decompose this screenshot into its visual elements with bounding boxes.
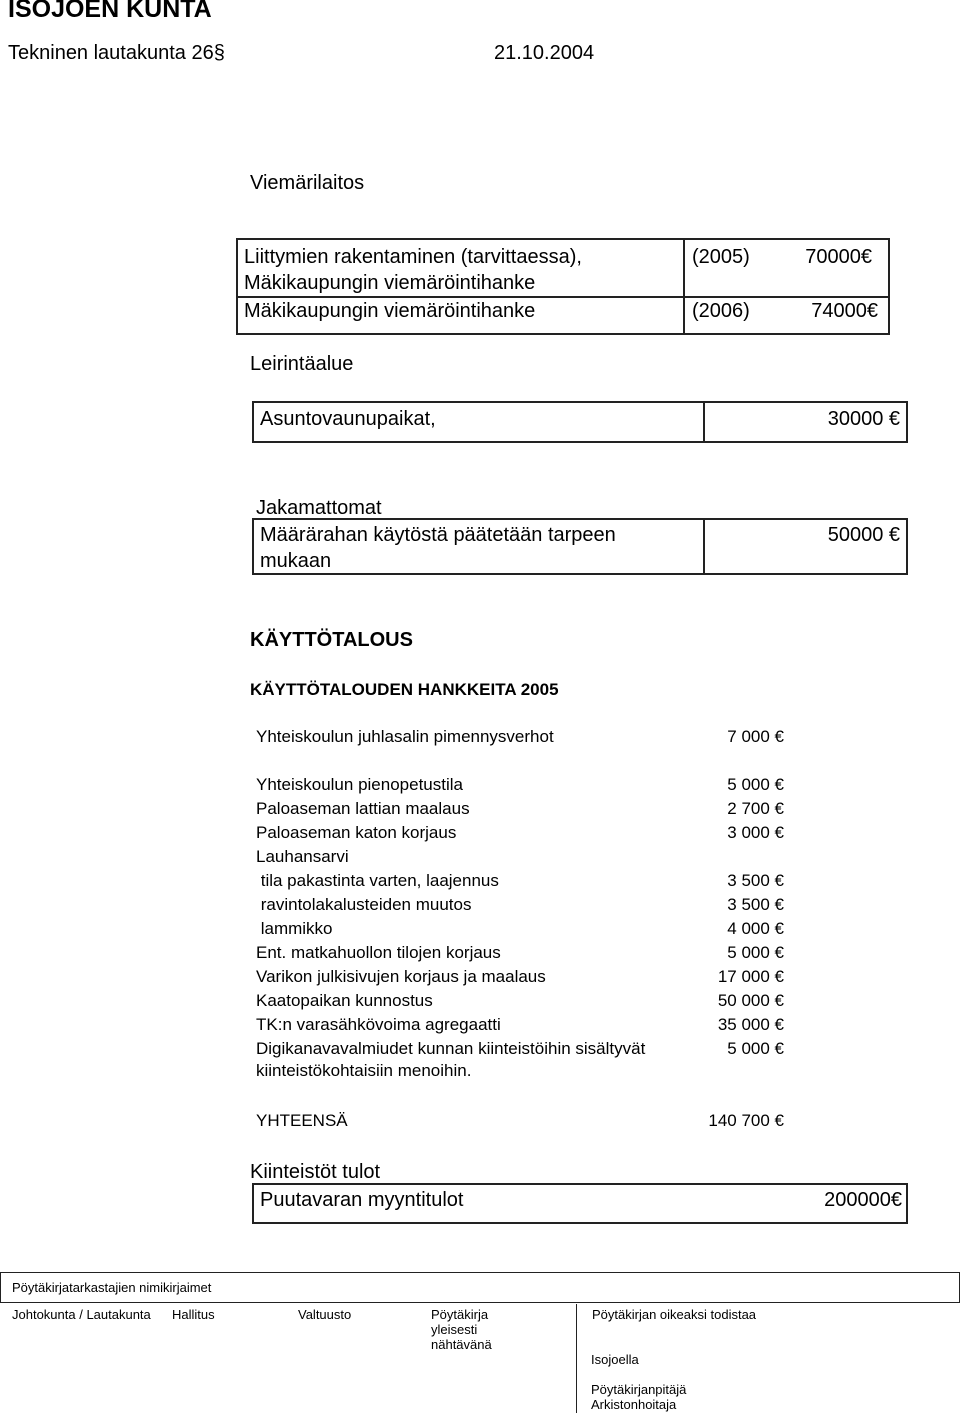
footer-board-label: Johtokunta / Lautakunta (12, 1307, 151, 1322)
footer-council-label: Valtuusto (298, 1307, 352, 1322)
footer-archivist-label: Arkistonhoitaja (591, 1397, 677, 1412)
operating-item-label: Ent. matkahuollon tilojen korjaus (256, 943, 501, 962)
operating-item-label: Yhteiskoulun juhlasalin pimennysverhot (256, 727, 554, 746)
operating-total-label: YHTEENSÄ (256, 1111, 348, 1130)
paragraph-mark: § (213, 42, 225, 64)
operating-item-label: Paloaseman lattian maalaus (256, 799, 470, 818)
sewer-row-1-year: (2005) (692, 246, 750, 268)
operating-item-amount: 50 000 € (717, 991, 784, 1010)
undivided-title: Jakamattomat (256, 497, 382, 519)
property-amount: 200000€ (824, 1189, 902, 1211)
sewer-row-1-amount: 70000€ (805, 246, 872, 268)
operating-item-label: TK:n varasähkövoima agregaatti (256, 1015, 501, 1034)
operating-item-amount: 2 700 € (727, 799, 784, 818)
sewer-row-1-line-2: Mäkikaupungin viemäröintihanke (244, 272, 536, 294)
operating-item-label: Kaatopaikan kunnostus (256, 991, 433, 1010)
sewer-row-2-amount: 74000€ (811, 300, 878, 322)
property-label: Puutavaran myyntitulot (260, 1189, 464, 1211)
operating-item-amount: 3 500 € (727, 871, 784, 890)
operating-total-amount: 140 700 € (708, 1111, 784, 1130)
undivided-amount: 50000 € (827, 524, 900, 546)
sewer-table-divider (683, 238, 685, 335)
operating-item-amount: 35 000 € (717, 1015, 784, 1034)
organization-name: ISOJOEN KUNTA (8, 0, 212, 23)
footer-public-line-3: nähtävänä (431, 1337, 492, 1352)
operating-item-label: Digikanavavalmiudet kunnan kiinteistöihin sisältyvät (256, 1039, 646, 1058)
operating-item-amount: 3 000 € (727, 823, 784, 842)
operating-item-amount: 4 000 € (727, 919, 784, 938)
operating-item-label: Varikon julkisivujen korjaus ja maalaus (256, 967, 546, 986)
sewer-row-2-year: (2006) (692, 300, 750, 322)
footer-public-line-1: Pöytäkirja (431, 1307, 489, 1322)
committee-name: Tekninen lautakunta 26 (8, 42, 214, 64)
footer-checkers-label: Pöytäkirjatarkastajien nimikirjaimet (12, 1280, 212, 1295)
footer-secretary-label: Pöytäkirjanpitäjä (591, 1382, 687, 1397)
operating-item-label: tila pakastinta varten, laajennus (256, 871, 499, 890)
operating-item-amount: 17 000 € (717, 967, 784, 986)
footer-government-label: Hallitus (172, 1307, 215, 1322)
footer-public-line-2: yleisesti (431, 1322, 478, 1337)
campsite-label: Asuntovaunupaikat, (260, 408, 436, 430)
operating-item-label: Paloaseman katon korjaus (256, 823, 457, 842)
property-title: Kiinteistöt tulot (250, 1161, 381, 1183)
footer-column-divider (576, 1304, 577, 1413)
campsite-amount: 30000 € (827, 408, 900, 430)
committee-line (8, 40, 225, 66)
sewer-row-2-label: Mäkikaupungin viemäröintihanke (244, 300, 536, 322)
operating-item-label: ravintolakalusteiden muutos (256, 895, 472, 914)
sewer-title: Viemärilaitos (250, 172, 365, 194)
operating-item-amount: 5 000 € (727, 1039, 784, 1058)
undivided-label-line-1: Määrärahan käytöstä päätetään tarpeen (260, 524, 616, 546)
operating-item-label: lammikko (256, 919, 333, 938)
operating-title: KÄYTTÖTALOUS (250, 629, 413, 651)
sewer-row-1-line-1: Liittymien rakentaminen (tarvittaessa), (244, 246, 582, 268)
operating-item-amount: 3 500 € (727, 895, 784, 914)
footer-place-label: Isojoella (591, 1352, 639, 1367)
operating-item-label: Yhteiskoulun pienopetustila (256, 775, 463, 794)
footer-certify-label: Pöytäkirjan oikeaksi todistaa (592, 1307, 757, 1322)
campsite-title: Leirintäalue (250, 353, 354, 375)
operating-item-amount: 7 000 € (727, 727, 784, 746)
meeting-date: 21.10.2004 (494, 42, 595, 64)
campsite-table-divider (703, 401, 705, 443)
operating-item-label: kiinteistökohtaisiin menoihin. (256, 1061, 472, 1080)
operating-item-amount: 5 000 € (727, 775, 784, 794)
operating-subtitle: KÄYTTÖTALOUDEN HANKKEITA 2005 (250, 680, 559, 699)
operating-item-label: Lauhansarvi (256, 847, 349, 866)
undivided-table-divider (703, 518, 705, 575)
undivided-label-line-2: mukaan (260, 550, 332, 572)
operating-item-amount: 5 000 € (727, 943, 784, 962)
